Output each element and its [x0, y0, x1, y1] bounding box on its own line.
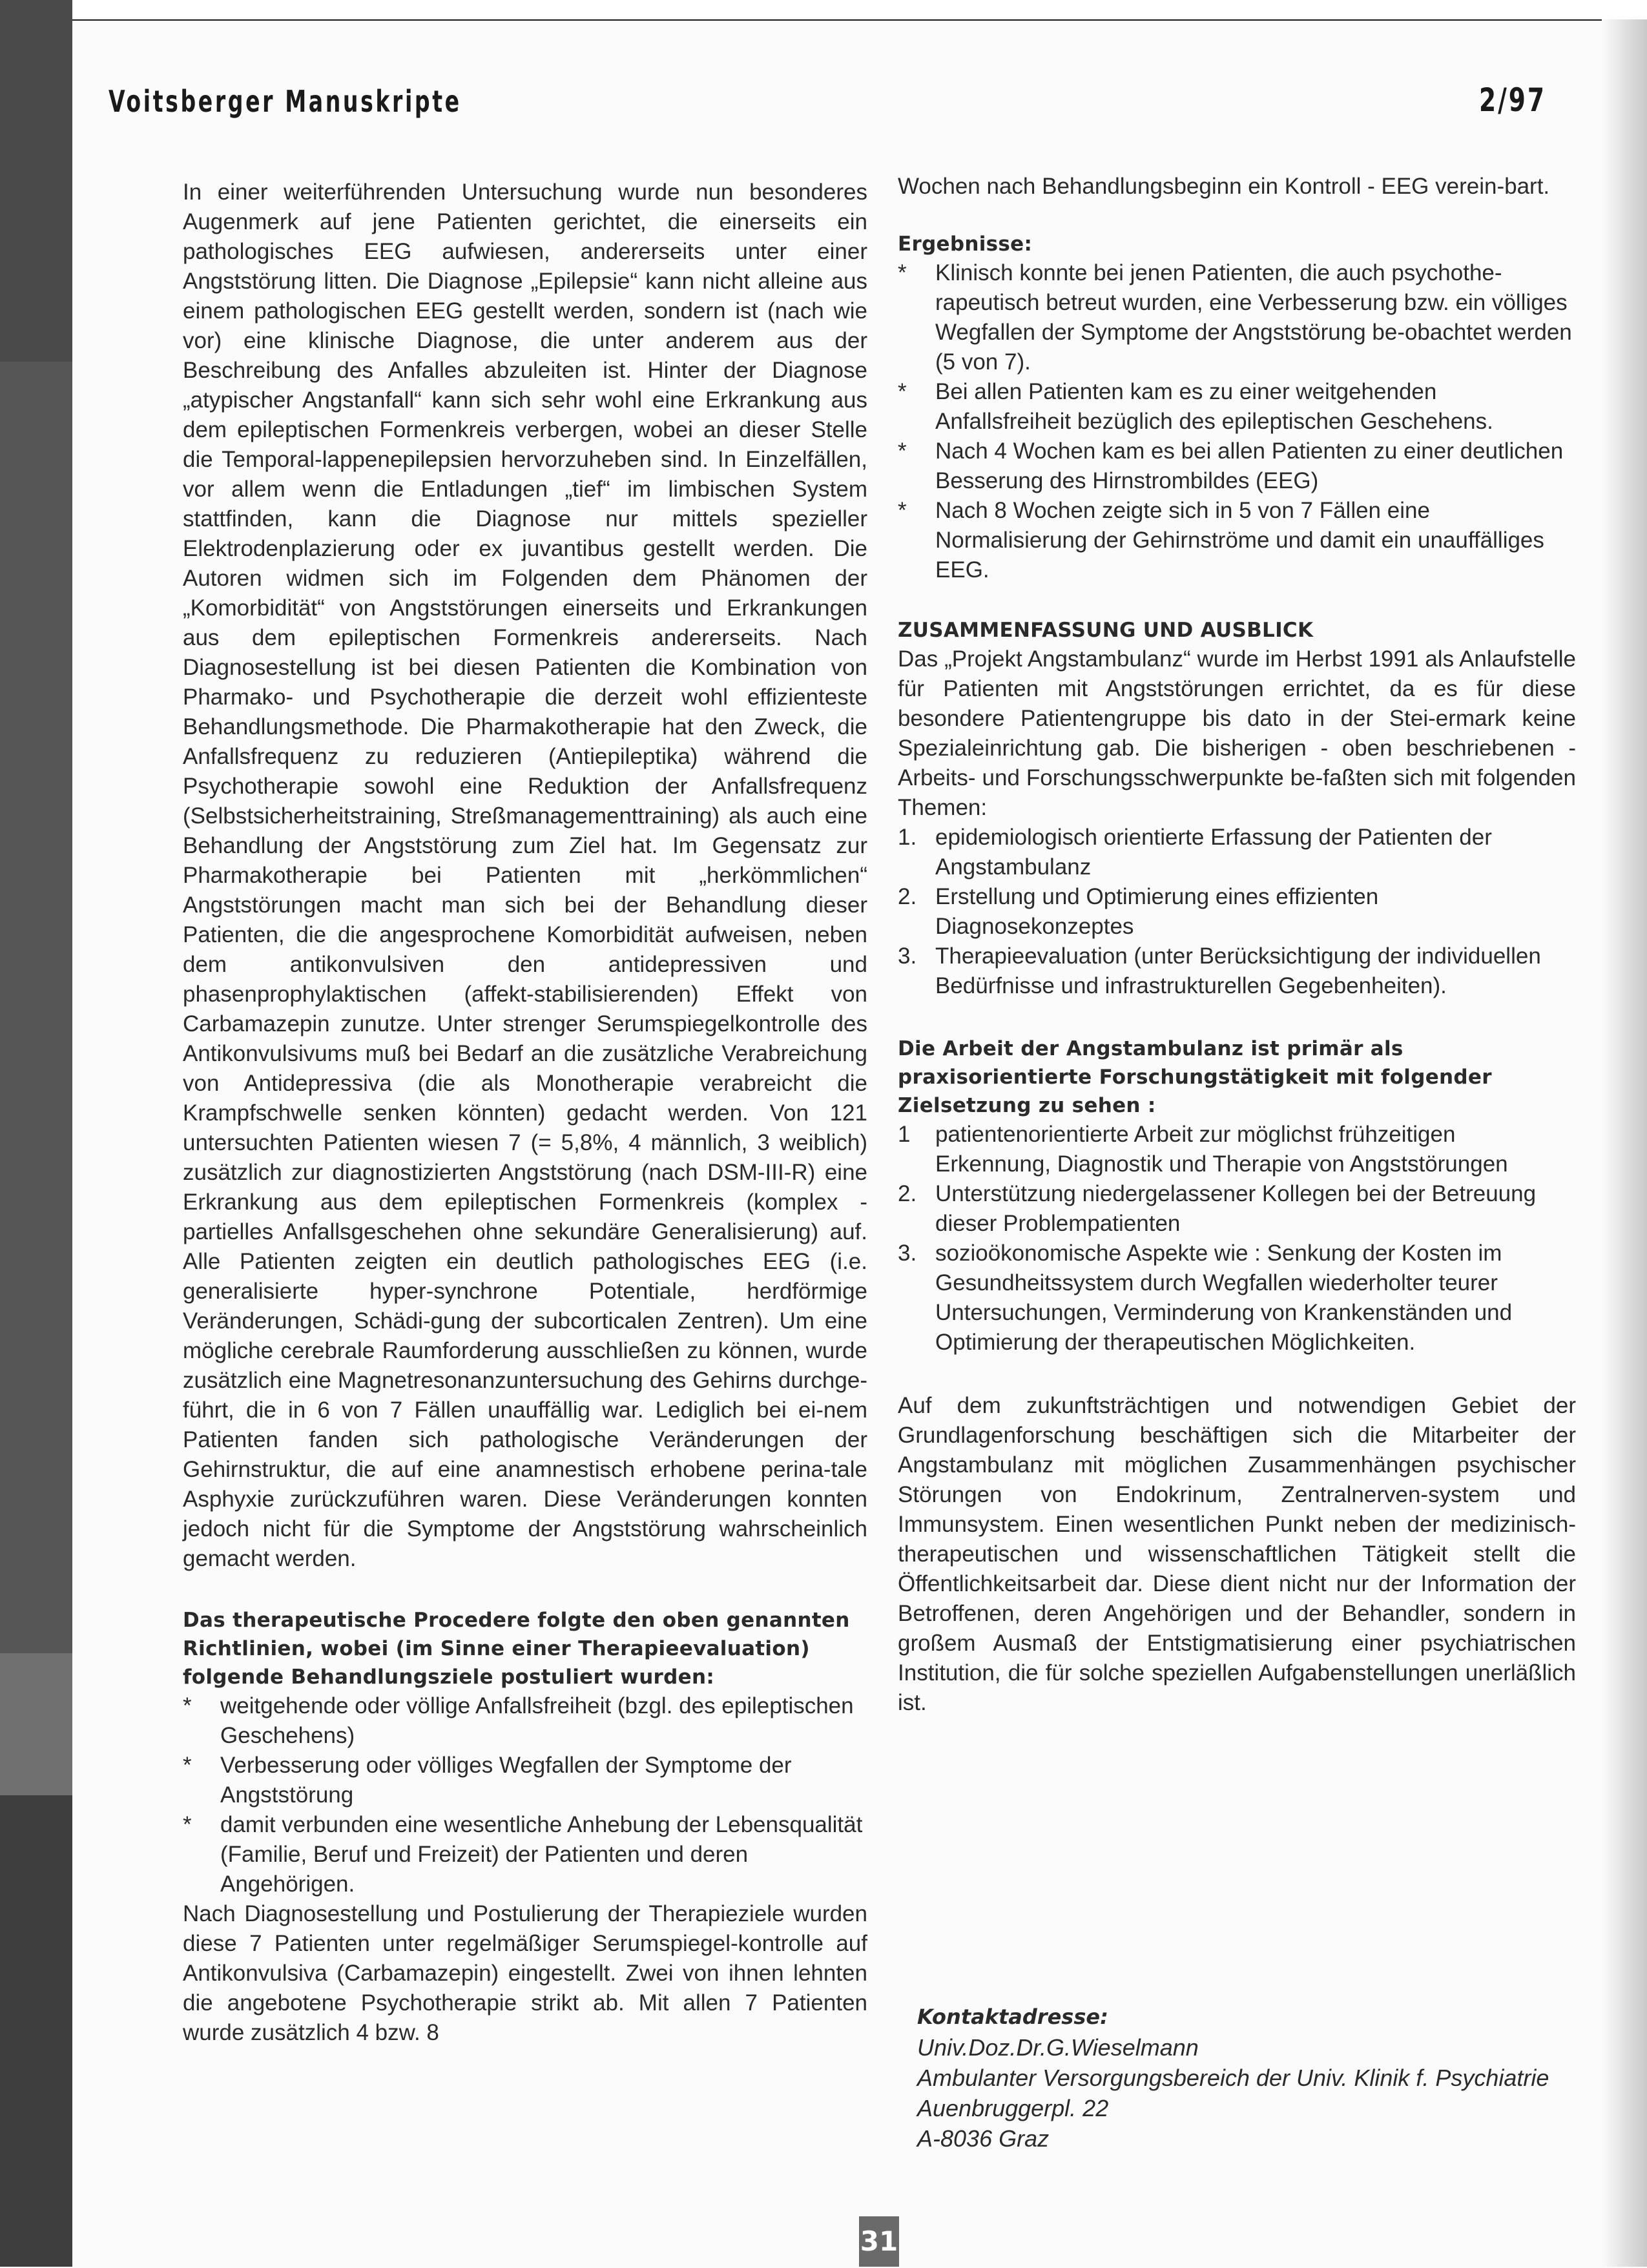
- bullet-marker: *: [898, 260, 907, 285]
- list-item: [898, 882, 1576, 942]
- list-item-text: weitgehende oder völlige Anfallsfreiheit (bzgl. des epileptischen Geschehens): [220, 1693, 854, 1748]
- list-item-text: Therapieevaluation (unter Berücksichtigung der individuellen Bedürfnisse und infrastrukturellen Gegebenheiten).: [935, 943, 1541, 998]
- themes-list: [898, 823, 1576, 1001]
- list-item: [898, 1120, 1576, 1179]
- bullet-marker: *: [898, 438, 907, 464]
- journal-title: Voitsberger Manuskripte: [109, 84, 462, 119]
- list-item-text: Nach 8 Wochen zeigte sich in 5 von 7 Fällen eine Normalisierung der Gehirnströme und damit ein unauffälliges EEG.: [935, 498, 1544, 582]
- list-item: [898, 496, 1576, 585]
- bullet-marker: *: [898, 379, 907, 404]
- continuation-paragraph: Wochen nach Behandlungsbeginn ein Kontroll - EEG verein-bart.: [898, 174, 1550, 199]
- list-item-text: Nach 4 Wochen kam es bei allen Patienten zu einer deutlichen Besserung des Hirnstrombildes (EEG): [935, 438, 1564, 493]
- right-column: [898, 172, 1576, 1718]
- list-number: 1: [898, 1122, 911, 1147]
- binding-shade: [0, 0, 72, 362]
- list-item-text: Unterstützung niedergelassener Kollegen bei der Betreuung dieser Problempatienten: [935, 1181, 1537, 1236]
- list-number: 2.: [898, 884, 917, 909]
- binding-shade: [0, 1795, 72, 2267]
- binding-shade: [0, 1653, 72, 1795]
- list-item-text: patientenorientierte Arbeit zur möglichst frühzeitigen Erkennung, Diagnostik und Therapie von Angststörungen: [935, 1122, 1508, 1177]
- list-number: 3.: [898, 943, 917, 969]
- contact-department: Ambulanter Versorgungsbereich der Univ. Klinik f. Psychiatrie: [917, 2065, 1549, 2091]
- contact-heading: Kontaktadresse:: [917, 2005, 1108, 2029]
- list-item: [898, 942, 1576, 1001]
- bullet-marker: *: [183, 1693, 192, 1718]
- summary-heading: ZUSAMMENFASSUNG UND AUSBLICK: [898, 619, 1314, 642]
- results-heading: Ergebnisse:: [898, 232, 1033, 256]
- future-paragraph: Auf dem zukunftsträchtigen und notwendigen Gebiet der Grundlagenforschung beschäftigen sich die Mitarbeiter der Angstambulanz mit möglichen Zusammenhängen psychischer Störungen von Endokrinum, Zentralnerven-system und Immunsystem. Einen wesentlichen Punkt neben der medizinisch-therapeutischen und wissenschaftlichen Tätigkeit stellt die Öffentlichkeitsarbeit dar. Diese dient nicht nur der Information der Betroffenen, deren Angehörigen und der Behandler, sondern in großem Ausmaß der Entstigmatisierung einer psychiatrischen Institution, die für solche speziellen Aufgabenstellungen unerläßlich ist.: [898, 1393, 1576, 1715]
- closing-paragraph: Nach Diagnosestellung und Postulierung der Therapieziele wurden diese 7 Patienten unter regelmäßiger Serumspiegel-kontrolle auf Antikonvulsiva (Carbamazepin) eingestellt. Zwei von ihnen lehnten die angebotene Psychotherapie strikt ab. Mit allen 7 Patienten wurde zusätzlich 4 bzw. 8: [183, 1901, 867, 2045]
- list-item: [898, 1239, 1576, 1357]
- list-item-text: damit verbunden eine wesentliche Anhebung der Lebensqualität (Familie, Beruf und Freizeit) der Patienten und deren Angehörigen.: [220, 1812, 863, 1897]
- procedure-heading: Das therapeutische Procedere folgte den oben genannten Richtlinien, wobei (im Sinne einer Therapieevaluation) folgende Behandlungsziele postuliert wurden:: [183, 1609, 850, 1689]
- results-list: [898, 258, 1576, 585]
- objectives-list: [898, 1120, 1576, 1357]
- list-item-text: sozioökonomische Aspekte wie : Senkung der Kosten im Gesundheitssystem durch Wegfallen wiederholter teurer Untersuchungen, Verminderung von Krankenständen und Optimierung der therapeutischen Möglichkeiten.: [935, 1241, 1513, 1355]
- bullet-marker: *: [183, 1753, 192, 1778]
- list-item: [898, 377, 1576, 437]
- list-item: [183, 1810, 867, 1899]
- body-paragraph: In einer weiterführenden Untersuchung wurde nun besonderes Augenmerk auf jene Patienten gerichtet, die einerseits ein pathologisches EEG aufwiesen, andererseits unter einer Angststörung litten. Die Diagnose „Epilepsie“ kann nicht alleine aus einem pathologischen EEG gestellt werden, sondern ist (nach wie vor) eine klinische Diagnose, die unter anderem aus der Beschreibung des Anfalles abzuleiten ist. Hinter der Diagnose „atypischer Angstanfall“ kann sich sehr wohl eine Erkrankung aus dem epileptischen Formenkreis verbergen, wobei an dieser Stelle die Temporal-lappenepilepsien hervorzuheben sind. In Einzelfällen, vor allem wenn die Entladungen „tief“ im limbischen System stattfinden, kann die Diagnose nur mittels spezieller Elektrodenplazierung oder ex juvantibus gestellt werden. Die Autoren widmen sich im Folgenden dem Phänomen der „Komorbidität“ von Angststörungen einerseits und Erkrankungen aus dem epileptischen Formenkreis andererseits. Nach Diagnosestellung ist bei diesen Patienten die Kombination von Pharmako- und Psychotherapie die derzeit wohl effizienteste Behandlungsmethode. Die Pharmakotherapie hat den Zweck, die Anfallsfrequenz zu reduzieren (Antiepileptika) während die Psychotherapie sowohl eine Reduktion der Anfallsfrequenz (Selbstsicherheitstraining, Streßmanagementtraining) als auch eine Behandlung der Angststörung zum Ziel hat. Im Gegensatz zur Pharmakotherapie bei Patienten mit „herkömmlichen“ Angststörungen macht man sich bei der Behandlung dieser Patienten, die die angesprochene Komorbidität aufweisen, neben dem antikonvulsiven den antidepressiven und phasenprophylaktischen (affekt-stabilisierenden) Effekt von Carbamazepin zunutze. Unter strenger Serumspiegelkontrolle des Antikonvulsivums muß bei Bedarf an die zusätzliche Verabreichung von Antidepressiva (die als Monotherapie verabreicht die Krampfschwelle senken könnten) gedacht werden. Von 121 untersuchten Patienten wiesen 7 (= 5,8%, 4 männlich, 3 weiblich) zusätzlich zur diagnostizierten Angststörung (nach DSM-III-R) eine Erkrankung aus dem epileptischen Formenkreis (komplex - partielles Anfallsgeschehen ohne sekundäre Generalisierung) auf. Alle Patienten zeigten ein deutlich pathologisches EEG (i.e. generalisierte hyper-synchrone Potentiale, herdförmige Veränderungen, Schädi-gung der subcorticalen Zentren). Um eine mögliche cerebrale Raumforderung ausschließen zu können, wurde zusätzlich eine Magnetresonanzuntersuchung des Gehirns durchge-führt, die in 6 von 7 Fällen unauffällig war. Lediglich bei ei-nem Patienten fanden sich pathologische Veränderungen der Gehirnstruktur, die auf eine anamnestisch erhobene perina-tale Asphyxie zurückzuführen waren. Diese Veränderungen konnten jedoch nicht für die Symptome der Angststörung wahrscheinlich gemacht werden.: [183, 180, 867, 1571]
- list-item: [898, 823, 1576, 882]
- list-number: 2.: [898, 1181, 917, 1206]
- list-item: [898, 1179, 1576, 1239]
- list-item-text: Erstellung und Optimierung eines effizienten Diagnosekonzeptes: [935, 884, 1379, 939]
- page-edge-shadow: [1602, 19, 1647, 2267]
- contact-block: [917, 2002, 1595, 2154]
- left-column: [183, 178, 867, 2048]
- list-item: [183, 1751, 867, 1810]
- list-item-text: Verbesserung oder völliges Wegfallen der Symptome der Angststörung: [220, 1753, 792, 1808]
- work-heading: Die Arbeit der Angstambulanz ist primär als praxisorientierte Forschungstätigkeit mit folgender Zielsetzung zu sehen :: [898, 1037, 1492, 1117]
- list-item: [898, 258, 1576, 377]
- contact-city: A-8036 Graz: [917, 2125, 1050, 2152]
- list-number: 1.: [898, 825, 917, 850]
- page-number: 31: [859, 2216, 899, 2267]
- list-number: 3.: [898, 1241, 917, 1266]
- list-item-text: Bei allen Patienten kam es zu einer weitgehenden Anfallsfreiheit bezüglich des epileptischen Geschehens.: [935, 379, 1493, 434]
- list-item-text: Klinisch konnte bei jenen Patienten, die auch psychothe-rapeutisch betreut wurden, eine Verbesserung bzw. ein völliges Wegfallen der Symptome der Angststörung be-obachtet werden (5 von 7).: [935, 260, 1572, 375]
- summary-paragraph: Das „Projekt Angstambulanz“ wurde im Herbst 1991 als Anlaufstelle für Patienten mit Angststörungen errichtet, da es für diese besondere Patientengruppe bis dato in der Stei-ermark keine Spezialeinrichtung gab. Die bisherigen - oben beschriebenen - Arbeits- und Forschungsschwerpunkte be-faßten sich mit folgenden Themen:: [898, 646, 1576, 820]
- list-item: [183, 1691, 867, 1751]
- list-item-text: epidemiologisch orientierte Erfassung der Patienten der Angstambulanz: [935, 825, 1492, 880]
- list-item: [898, 437, 1576, 496]
- bullet-marker: *: [183, 1812, 192, 1837]
- issue-number: 2/97: [1479, 81, 1546, 119]
- goals-list: [183, 1691, 867, 1899]
- scan-binding-edge: [0, 0, 72, 2267]
- contact-street: Auenbruggerpl. 22: [917, 2095, 1109, 2121]
- bullet-marker: *: [898, 498, 907, 523]
- contact-name: Univ.Doz.Dr.G.Wieselmann: [917, 2034, 1199, 2061]
